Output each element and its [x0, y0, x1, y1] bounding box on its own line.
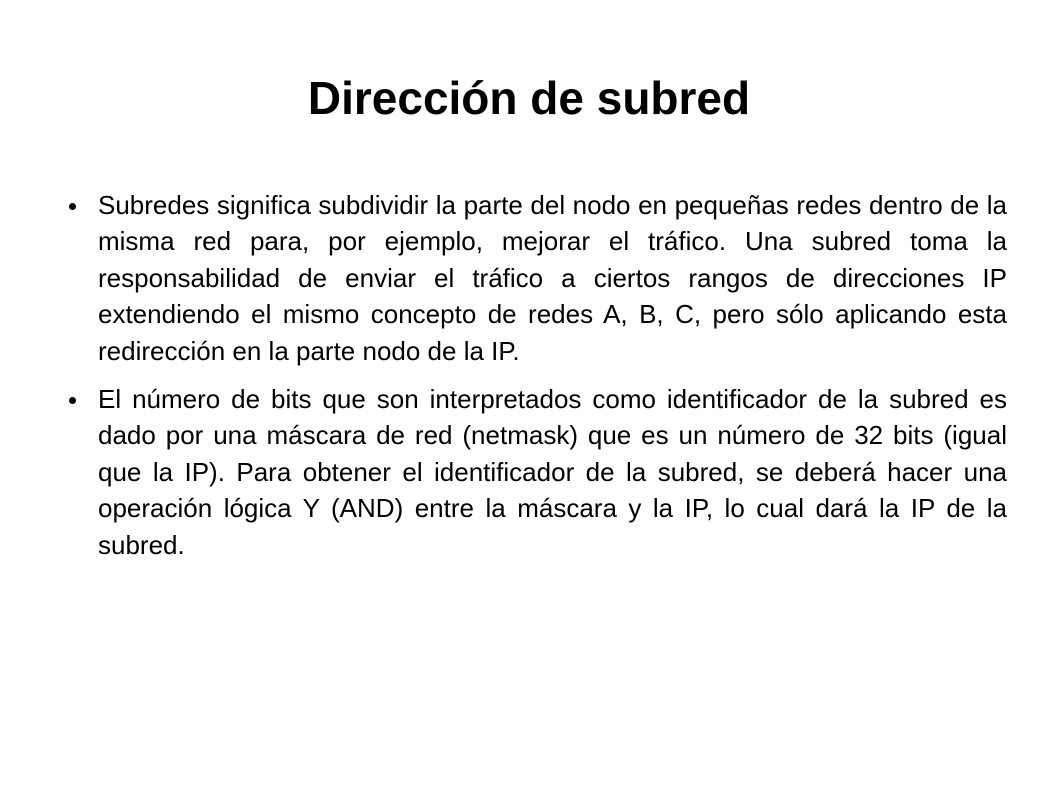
bullet-icon [69, 397, 76, 404]
bullet-text: Subredes significa subdividir la parte del nodo en pequeñas redes dentro de la misma red para, por ejemplo, mejorar el tráfico. Una subred toma la responsabilidad de enviar el tráfico a ciertos rangos de direcciones IP extendiendo el mismo concepto de redes A, B, C, pero sólo aplicando esta redirección en la parte nodo de la IP. [98, 190, 1007, 366]
slide-title: Dirección de subred [307, 72, 751, 124]
bullet-text: El número de bits que son interpretados como identificador de la subred es dado por una máscara de red (netmask) que es un número de 32 bits (igual que la IP). Para obtener el identificador de la subred, se deberá hacer una operación lógica Y (AND) entre la máscara y la IP, lo cual dará la IP de la subred. [98, 384, 1007, 560]
list-item [60, 187, 1007, 369]
bullet-list [60, 187, 1007, 575]
bullet-icon [69, 203, 76, 210]
list-item [60, 381, 1007, 563]
